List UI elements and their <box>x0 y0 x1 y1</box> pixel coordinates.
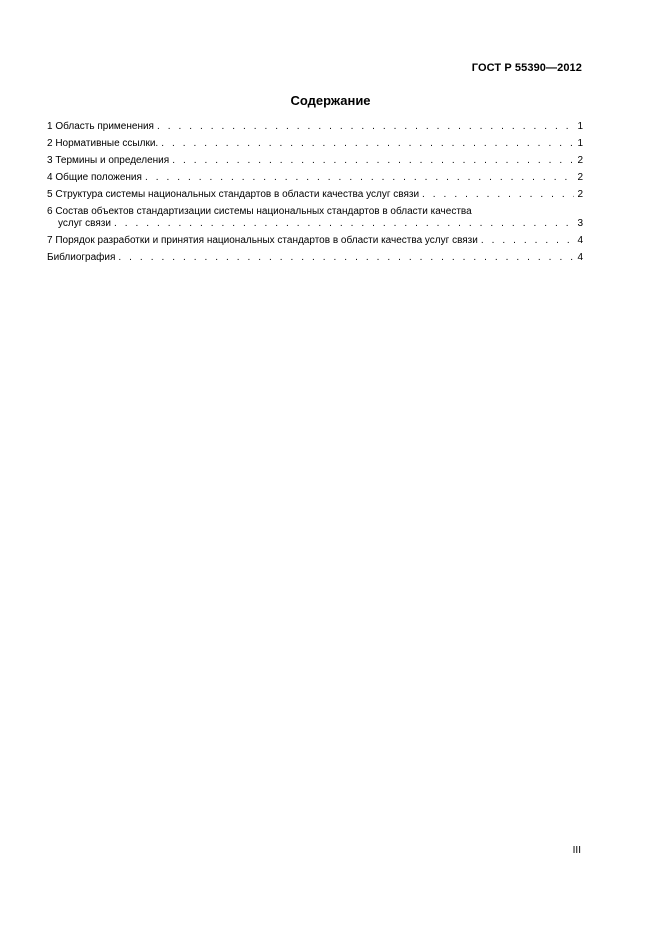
toc-entry-label: 5 Структура системы национальных стандартов в области качества услуг связи <box>47 189 420 200</box>
toc-leader-dots <box>145 172 575 184</box>
toc-entry-1[interactable] <box>47 121 583 133</box>
toc-entry-page: 2 <box>577 189 583 200</box>
page-number: III <box>572 845 581 856</box>
toc-entry-label-line1: 6 Состав объектов стандартизации системы национальных стандартов в области качества <box>47 206 472 217</box>
toc-entry-page: 1 <box>577 121 583 132</box>
toc-leader-dots <box>114 218 575 230</box>
toc-entry-7[interactable] <box>47 235 583 247</box>
toc-entry-label: Библиография <box>47 252 116 263</box>
toc-leader-dots <box>172 155 574 167</box>
toc-leader-dots <box>161 138 574 150</box>
toc-entry-page: 3 <box>577 218 583 229</box>
toc-entry-2[interactable] <box>47 138 583 150</box>
toc-entry-bibliography[interactable] <box>47 252 583 264</box>
toc-entry-label: 7 Порядок разработки и принятия национальных стандартов в области качества услуг связи <box>47 235 478 246</box>
toc-entry-label: 4 Общие положения <box>47 172 142 183</box>
toc-entry-label: 1 Область применения <box>47 121 154 132</box>
toc-leader-dots <box>422 189 574 201</box>
toc-entry-page: 4 <box>577 235 583 246</box>
toc-entry-page: 1 <box>577 138 583 149</box>
toc-entry-6[interactable] <box>47 206 583 230</box>
toc-entry-4[interactable] <box>47 172 583 184</box>
toc-entry-label: 2 Нормативные ссылки. <box>47 138 159 149</box>
toc-entry-page: 2 <box>577 155 583 166</box>
toc-leader-dots <box>157 121 574 133</box>
toc-entry-label-line2: услуг связи <box>58 218 111 229</box>
toc-leader-dots <box>118 252 574 264</box>
toc-entry-5[interactable] <box>47 189 583 201</box>
toc-entry-page: 4 <box>577 252 583 263</box>
toc-leader-dots <box>481 235 575 247</box>
toc-entry-label: 3 Термины и определения <box>47 155 170 166</box>
table-of-contents <box>47 121 583 269</box>
toc-entry-3[interactable] <box>47 155 583 167</box>
document-code: ГОСТ Р 55390—2012 <box>471 62 582 74</box>
toc-title: Содержание <box>290 93 371 108</box>
toc-entry-page: 2 <box>577 172 583 183</box>
